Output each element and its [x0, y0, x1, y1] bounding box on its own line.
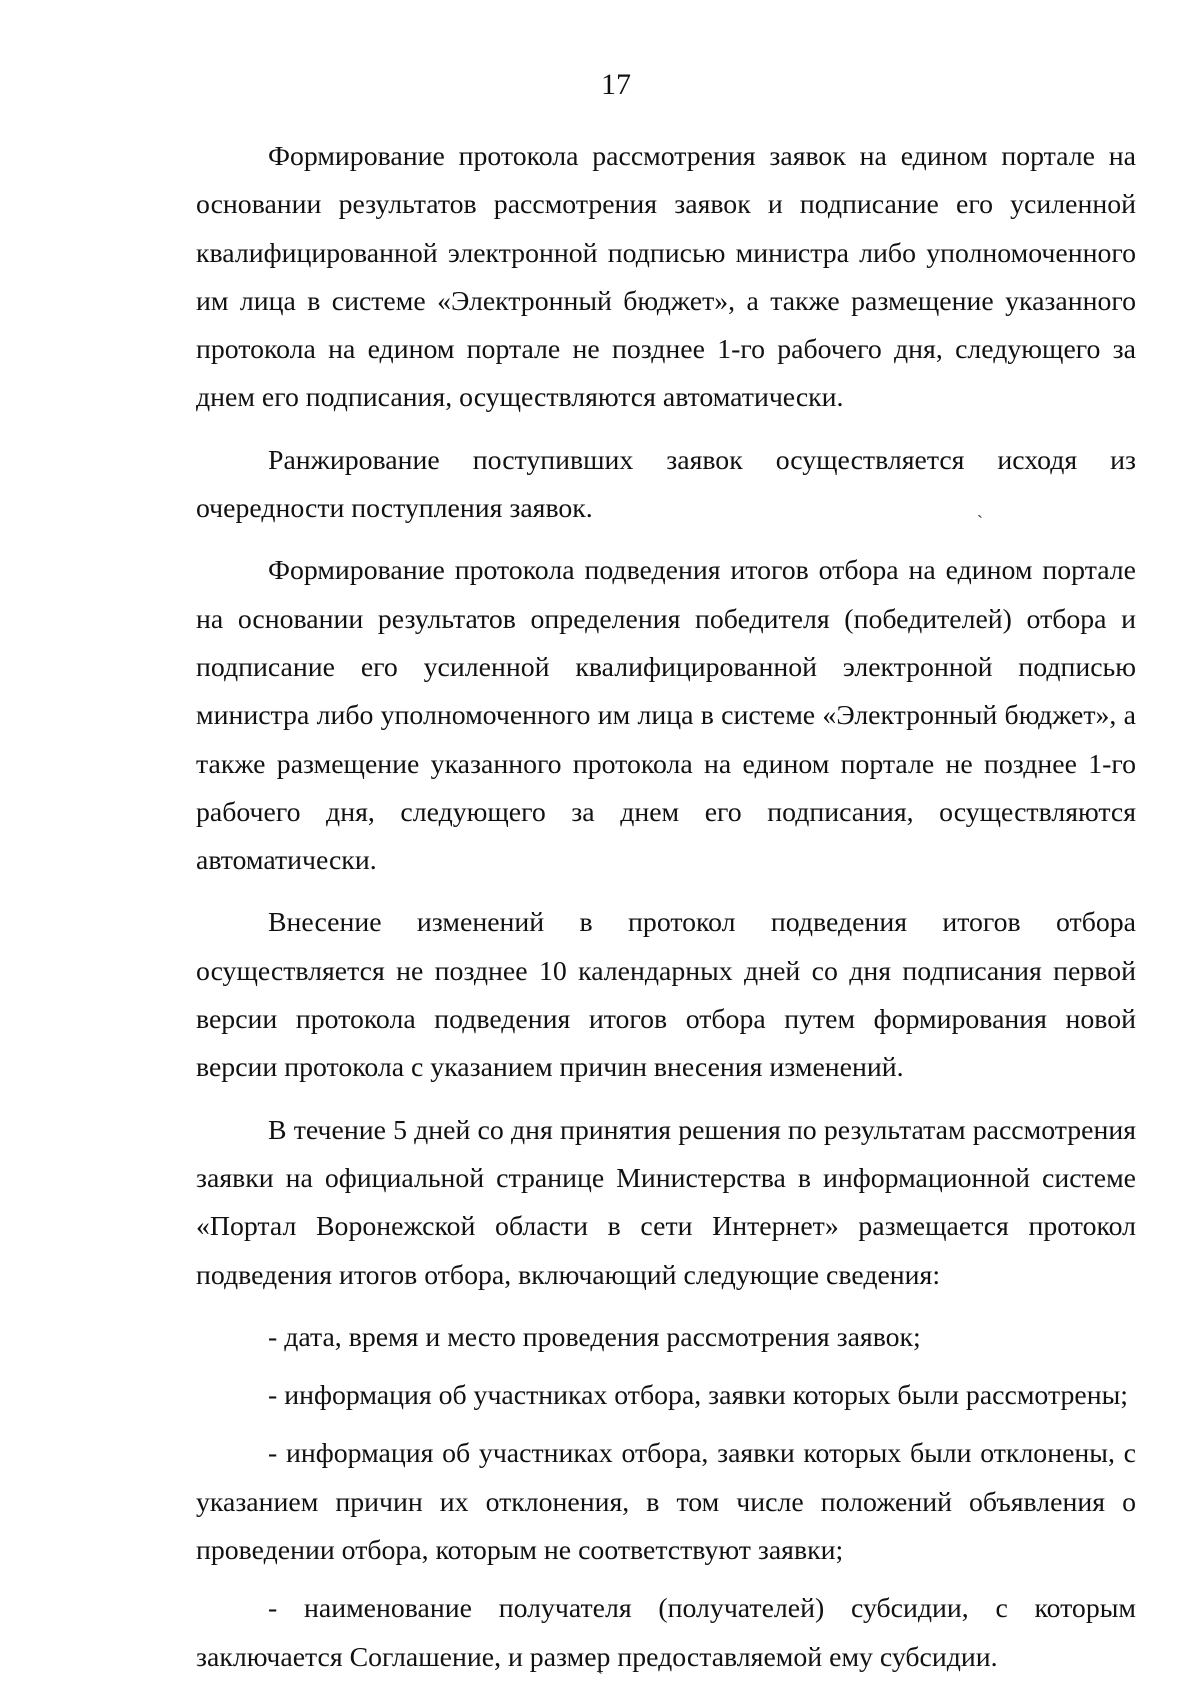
paragraph: Формирование протокола подведения итогов отбора на едином портале на основании результатов определения победителя (победителей) отбора и подписание его усиленной квалифицированной электронной подписью министра либо уполномоченного им лица в системе «Электронный бюджет», а также размещение указанного протокола на едином портале не позднее 1-го рабочего дня, следующего за днем его подписания, осуществляются автоматически.	[196, 555, 1136, 877]
scan-mark: `	[977, 512, 983, 532]
paragraph: В течение 5 дней со дня принятия решения по результатам рассмотрения заявки на официальной странице Министерства в информационной системе «Портал Воронежской области в сети Интернет» размещается протокол подведения итогов отбора, включающий следующие сведения:	[196, 1114, 1136, 1291]
list-item: - информация об участниках отбора, заявки которых были рассмотрены;	[268, 1380, 1128, 1412]
document-body	[196, 133, 1136, 1692]
list-item: - дата, время и место проведения рассмотрения заявок;	[268, 1321, 921, 1353]
paragraph: Внесение изменений в протокол подведения итогов отбора осуществляется не позднее 10 календарных дней со дня подписания первой версии протокола подведения итогов отбора путем формирования новой версии протокола с указанием причин внесения изменений.	[196, 907, 1136, 1084]
page-number: 17	[601, 68, 631, 101]
list-item: - наименование получателя (получателей) субсидии, с которым заключается Соглашение, и размер предоставляемой ему субсидии.	[196, 1593, 1136, 1673]
list-item: - информация об участниках отбора, заявки которых были отклонены, с указанием причин их отклонения, в том числе положений объявления о проведении отбора, которым не соответствуют заявки;	[196, 1438, 1136, 1567]
paragraph: Ранжирование поступивших заявок осуществляется исходя из очередности поступления заявок.	[196, 444, 1136, 525]
scan-mark: `	[597, 1668, 603, 1688]
paragraph: Формирование протокола рассмотрения заявок на едином портале на основании результатов рассмотрения заявок и подписание его усиленной квалифицированной электронной подписью министра либо уполномоченного им лица в системе «Электронный бюджет», а также размещение указанного протокола на едином портале не позднее 1-го рабочего дня, следующего за днем его подписания, осуществляются автоматически.	[196, 141, 1136, 414]
